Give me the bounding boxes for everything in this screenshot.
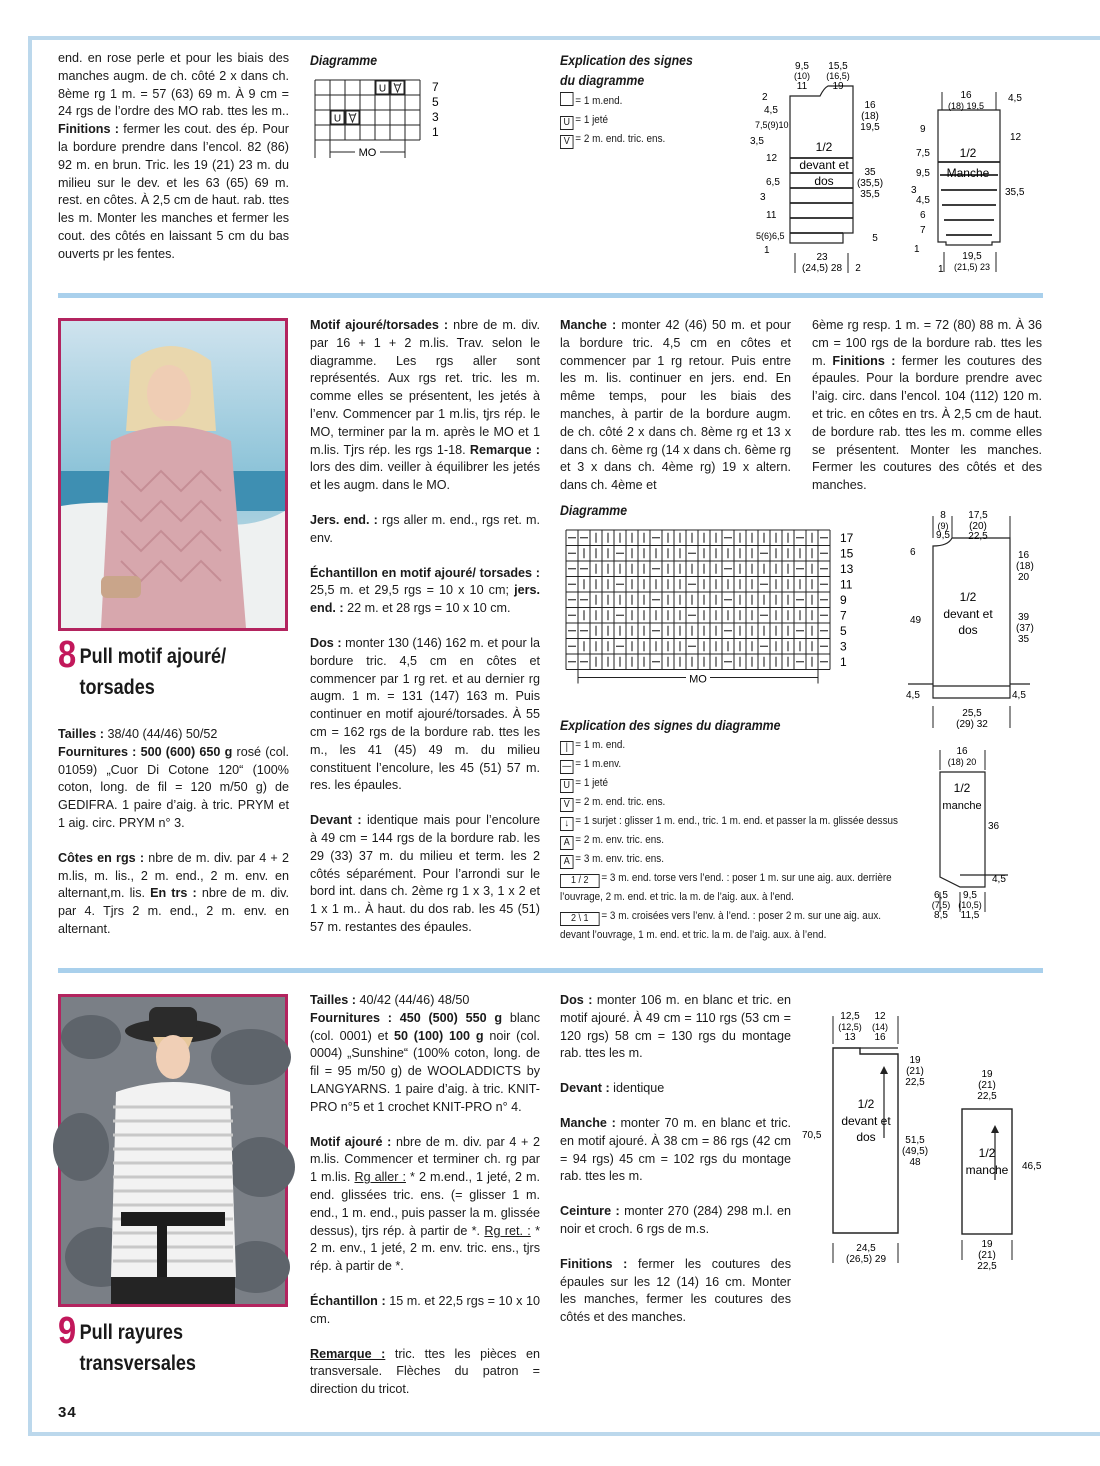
svg-text:2: 2	[855, 263, 861, 274]
chart-row-number: 3	[840, 639, 847, 654]
svg-text:devant et: devant et	[841, 1114, 891, 1128]
svg-text:4,5: 4,5	[906, 690, 920, 701]
svg-text:devant et: devant et	[799, 158, 849, 172]
svg-text:8: 8	[940, 510, 946, 521]
svg-text:16: 16	[956, 746, 968, 757]
page-frame-left	[28, 36, 32, 1436]
chart-row-number: 7	[840, 608, 847, 623]
product-photo-pink-sweater	[58, 318, 288, 631]
svg-text:(10): (10)	[793, 71, 811, 81]
knit-direction-arrow-icon	[991, 1125, 999, 1133]
svg-text:11: 11	[796, 81, 808, 92]
svg-text:48: 48	[909, 1157, 921, 1168]
svg-text:2: 2	[762, 92, 768, 103]
svg-text:16: 16	[960, 90, 972, 101]
knit-direction-arrow-icon	[880, 1066, 888, 1074]
section-divider	[58, 293, 1043, 298]
svg-text:46,5: 46,5	[1022, 1161, 1042, 1172]
section2-diagram-title: Diagramme	[560, 502, 628, 518]
svg-text:(49,5): (49,5)	[901, 1146, 929, 1157]
svg-text:19: 19	[832, 81, 844, 92]
legend-row: — = 1 m.env.	[560, 755, 902, 774]
svg-text:22,5: 22,5	[977, 1261, 997, 1272]
svg-text:20: 20	[1018, 572, 1030, 583]
svg-text:15,5: 15,5	[828, 61, 848, 72]
svg-text:11: 11	[766, 210, 777, 221]
svg-text:(26,5) 29: (26,5) 29	[845, 1254, 887, 1265]
svg-text:1: 1	[764, 245, 770, 256]
svg-text:19: 19	[981, 1069, 993, 1080]
legend-row: ↓ = 1 surjet : glisser 1 m. end., tric. 1 m. end. et passer la m. glissée dessus	[560, 812, 902, 831]
svg-text:9,5: 9,5	[795, 61, 809, 72]
photo-illustration	[61, 997, 285, 1304]
svg-text:22,5: 22,5	[977, 1091, 997, 1102]
svg-text:(21): (21)	[978, 1250, 996, 1261]
section3-sleeve-schematic	[950, 1065, 1045, 1275]
pattern-number: 9	[58, 1310, 77, 1352]
page-frame-bottom	[28, 1432, 1100, 1436]
svg-text:23: 23	[816, 252, 828, 263]
svg-text:devant et: devant et	[943, 607, 993, 621]
section2-col3: Manche : monter 42 (46) 50 m. et pour la bordure tric. 4,5 cm en côtes et commencer par 1 rg retour. Puis entre les m. lis. continuer en jers. end. En même temps, pour les biais des manches, à partir de la bordure augm. de ch. côté 2 x dans ch. 8ème rg et 13 x dans ch. 6ème rg (14 x dans ch. 6ème rg et 3 x dans ch. 4ème rg) 19 x altern. dans ch. 4ème et	[560, 318, 791, 493]
svg-text:4,5: 4,5	[764, 105, 778, 116]
svg-text:35,5: 35,5	[1005, 187, 1025, 198]
legend-row: V = 2 m. end. tric. ens.	[560, 130, 665, 149]
svg-text:70,5: 70,5	[802, 1130, 822, 1141]
product-photo-striped-sweater	[58, 994, 288, 1307]
legend-row: = 1 m.end.	[560, 92, 665, 111]
svg-text:51,5: 51,5	[905, 1135, 925, 1146]
svg-text:9,5: 9,5	[963, 890, 977, 901]
svg-text:(18) 19,5: (18) 19,5	[947, 101, 985, 111]
svg-text:6: 6	[920, 210, 926, 221]
svg-text:7,5(9)10: 7,5(9)10	[755, 120, 789, 130]
svg-text:22,5: 22,5	[905, 1077, 925, 1088]
svg-text:12,5: 12,5	[840, 1011, 860, 1022]
svg-text:4,5: 4,5	[1008, 93, 1022, 104]
section2-legend	[560, 736, 902, 944]
svg-text:24,5: 24,5	[856, 1243, 876, 1254]
chart-row-number: 5	[840, 624, 847, 638]
legend-row: 2 \ 1 = 3 m. croisées vers l’env. à l’end. : poser 2 m. sur une aig. aux. devant l’ouvrage, 1 m. end. et tric. la m. de l’aig. aux. à l’end.	[560, 909, 882, 941]
chart-row-number: 5	[432, 95, 439, 109]
svg-text:(21,5) 23: (21,5) 23	[953, 262, 991, 272]
svg-text:19,5: 19,5	[962, 251, 982, 262]
section2-legend-title: Explication des signes du diagramme	[560, 717, 781, 733]
svg-text:1/2: 1/2	[959, 590, 977, 604]
svg-text:(14): (14)	[871, 1022, 889, 1032]
svg-text:3,5: 3,5	[750, 136, 764, 147]
svg-text:9: 9	[920, 124, 926, 135]
svg-text:1: 1	[914, 244, 920, 255]
svg-text:5: 5	[872, 233, 878, 244]
svg-text:12: 12	[1010, 132, 1022, 143]
svg-text:35: 35	[1018, 634, 1030, 645]
svg-text:manche: manche	[942, 800, 982, 812]
chart-row-number: 1	[840, 655, 847, 669]
svg-text:12: 12	[766, 153, 778, 164]
svg-text:9,5: 9,5	[916, 168, 930, 179]
svg-text:(12,5): (12,5)	[838, 1022, 862, 1032]
section2-col2: Motif ajouré/torsades : nbre de m. div. par 16 + 1 + 2 m.lis. Trav. selon le diagramme. Les rgs aller sont représentés. Aux rgs ret. tric. les m. comme elles se présentent, les jetés à l’env. Commencer par 1 m.lis, tjrs rép. le MO, terminer par la m. après le MO et 1 m.lis. Tjrs rép. les rgs 1-18. Remarque : lors des dim. veiller à équilibrer les jetés et les augm. dans le MO. Jers. end. : rgs aller m. end., rgs ret. m. env. Échantillon en motif ajouré/ torsades : 25,5 m. et 29,5 rgs = 10 x 10 cm; jers. end. : 22 m. et 28 rgs = 10 x 10 cm. Dos : monter 130 (146) 162 m. et pour la bordure tric. 4,5 cm en côtes et commencer par 1 rg ret. et au dernier rg augm. 1 m. = 131 (147) 163 m. Puis continuer en motif ajouré/torsades. À 55 cm = 162 rgs de la bordure rab. ttes les m., les 41 (45) 49 m. du milieu constituent l’encolure, les 45 (51) 57 m. res. les épaules. Devant : identique mais pour l’encolure à 49 cm = 144 rgs de la bordure rab. les 29 (33) 37 m. du milieu et term. les 2 côtés séparément. Pour l’arrondi sur le bord int. dans ch. 2ème rg 1 x 3, 1 x 2 et 1 x 1 m.. À haut. du dos rab. les 45 (51) 57 m. restantes des épaules.	[310, 318, 540, 934]
section3-front-schematic	[800, 1008, 930, 1273]
svg-text:(37): (37)	[1016, 623, 1034, 634]
section1-diagram-title: Diagramme	[310, 52, 378, 68]
svg-text:25,5: 25,5	[962, 708, 982, 719]
svg-text:1/2: 1/2	[953, 781, 971, 795]
svg-text:dos: dos	[958, 623, 978, 637]
legend-row: A = 3 m. env. tric. ens.	[560, 850, 902, 869]
svg-text:3: 3	[911, 185, 917, 196]
chart-row-number: 7	[432, 80, 439, 94]
svg-text:8,5: 8,5	[934, 910, 948, 921]
svg-text:manche: manche	[965, 1163, 1009, 1177]
section3-col1: Tailles : 40/42 (44/46) 48/50 Fournitures : 450 (500) 550 g blanc (col. 0001) et 50 (100) 100 g noir (col. 0004) „Sunshine“ (100% coton, long. de fil = 95 m/50 g) de WOOLADDICTS by LANGYARNS. 1 paire d’aig. à tric. KNIT-PRO n°5 et 1 crochet KNIT-PRO n° 4. Motif ajouré : nbre de m. div. par 4 + 2 m.lis. Commencer et terminer ch. rg par 1 m.lis. Rg aller : * 2 m.end., 1 jeté, 2 m. end. glissées tric. ens. (= glisser 1 m. end., 1 m. end., puis passer la m. glissée dessus), tjrs rép. à partir de *. Rg ret. : * 2 m. env., 1 jeté, 2 m. env. tric. ens., tjrs rép. à partir de *. Échantillon : 15 m. et 22,5 rgs = 10 x 10 cm. Remarque : tric. ttes les pièces en transversale. Flèches du patron = direction du tricot.	[310, 993, 540, 1397]
svg-text:1/2: 1/2	[857, 1097, 875, 1111]
svg-text:dos: dos	[814, 174, 834, 188]
svg-text:(18): (18)	[1016, 561, 1034, 572]
section2-sleeve-schematic	[930, 742, 1040, 927]
svg-text:13: 13	[844, 1032, 856, 1043]
svg-text:(7,5): (7,5)	[931, 900, 951, 910]
pattern-number: 8	[58, 634, 77, 676]
chart-cell-u: U	[333, 113, 342, 125]
svg-text:dos: dos	[856, 1130, 876, 1144]
svg-text:39: 39	[1018, 612, 1030, 623]
legend-row: 1 / 2 = 3 m. end. torse vers l’end. : poser 1 m. sur une aig. aux. derrière l’ouvrage, 2 m. end. et tric. la m. de l’aig. aux. à l’end.	[560, 872, 892, 903]
svg-text:(18) 20: (18) 20	[947, 757, 977, 767]
svg-text:7,5: 7,5	[916, 148, 930, 159]
chart-row-number: 17	[840, 531, 854, 545]
svg-text:Manche: Manche	[946, 166, 990, 180]
svg-text:19,5: 19,5	[860, 122, 880, 133]
legend-row: U = 1 jeté	[560, 774, 902, 793]
section-divider	[58, 968, 1043, 973]
photo-illustration	[61, 321, 285, 628]
section2-col4: 6ème rg resp. 1 m. = 72 (80) 88 m. À 36 cm = 100 rgs de la bordure rab. ttes les m. Finitions : fermer les coutures des épaules. Pour la bordure prendre avec l’aig. circ. dans l’encol. 104 (112) 120 m. et tric. en côtes en trs. À 2,5 cm de haut. de bordure rab. ttes les m. comme elles se présentent. Monter les manches. Fermer les coutures des côtés et des manches.	[812, 318, 1042, 493]
svg-text:6,5: 6,5	[766, 177, 780, 188]
chart-row-number: 1	[432, 125, 439, 139]
svg-text:5(6)6,5: 5(6)6,5	[756, 231, 785, 241]
page-number: 34	[58, 1404, 77, 1421]
section1-stitch-chart	[310, 76, 450, 162]
svg-text:16: 16	[864, 100, 876, 111]
section2-front-schematic	[900, 508, 1040, 733]
svg-text:36: 36	[988, 821, 1000, 832]
chart-row-number: 15	[840, 546, 854, 561]
svg-text:1: 1	[938, 264, 944, 275]
section1-legend	[560, 92, 665, 149]
svg-text:4,5: 4,5	[992, 874, 1006, 885]
svg-text:35,5: 35,5	[860, 189, 880, 200]
svg-text:9,5: 9,5	[936, 530, 950, 541]
svg-text:(35,5): (35,5)	[856, 178, 884, 189]
legend-row: | = 1 m. end.	[560, 736, 902, 755]
pattern-title: 9 Pull rayures transversales	[58, 1310, 196, 1375]
svg-text:11,5: 11,5	[960, 910, 980, 921]
legend-row: V = 2 m. end. tric. ens.	[560, 793, 902, 812]
svg-text:(10,5): (10,5)	[958, 900, 982, 910]
svg-text:6,5: 6,5	[934, 890, 948, 901]
svg-text:(9): (9)	[937, 521, 949, 531]
chart-row-number: 11	[840, 577, 853, 592]
chart-mo-label: MO	[358, 147, 377, 159]
section2-col1: Tailles : 38/40 (44/46) 50/52 Fournitures : 500 (600) 650 g rosé (col. 01059) „Cuor Di Cotone 120“ (100% coton, long. de fil = 120 m/50 g) de GEDIFRA. 1 paire d’aig. à tric. PRYM et 1 aig. circ. PRYM n° 3. Côtes en rgs : nbre de m. div. par 4 + 2 m.lis, m. lis., 2 m. end., 2 m. env. en alternant,m. lis. En trs : nbre de m. div. par 4. Tjrs 2 m. end., 2 m. env. en alternant.	[58, 727, 290, 936]
chart-row-number: 9	[840, 593, 847, 607]
section3-col2: Dos : monter 106 m. en blanc et tric. en motif ajouré. À 49 cm = 110 rgs (53 cm = 120 rgs) 58 cm = 130 rgs du montage rab. ttes les m. Devant : identique Manche : monter 70 m. en blanc et tric. en motif ajouré. À 38 cm = 86 rgs (42 cm = 94 rgs) 45 cm = 102 rgs du montage rab. ttes les m. Ceinture : monter 270 (284) 298 m.l. en noir et croch. 6 rgs de m.s. Finitions : fermer les coutures des épaules sur les 12 (14) 16 cm. Monter les manches, fermer les coutures des côtés et des manches.	[560, 993, 791, 1325]
svg-text:7: 7	[920, 225, 926, 236]
svg-text:16: 16	[874, 1032, 886, 1043]
legend-symbol: V	[560, 135, 574, 149]
section2-stitch-chart	[560, 526, 860, 691]
svg-text:(20): (20)	[969, 521, 987, 532]
svg-text:12: 12	[874, 1011, 886, 1022]
svg-text:(21): (21)	[906, 1066, 924, 1077]
svg-text:22,5: 22,5	[968, 531, 988, 542]
svg-text:6: 6	[910, 547, 916, 558]
section1-text: end. en rose perle et pour les biais des manches augm. de ch. côté 2 x dans ch. 8ème rg 1 m. = 57 (63) 69 m. À 9 cm = 24 rgs de l’ordre des MO rab. ttes les m.. Finitions : fermer les cout. des ép. Pour la bordure prendre dans l’encol. 82 (86) 92 m. en brun. Tric. les 19 (21) 23 m. du milieu sur le dev. et les 63 (65) 69 m. rest. en côtes. À 2,5 cm de haut. rab. ttes les m. Monter les manches et fermer les cout. des côtés en laissant 5 cm du bas ouverts pr les fentes.	[58, 51, 289, 261]
legend-symbol: U	[560, 116, 574, 130]
section1-sleeve-schematic	[910, 82, 1040, 282]
legend-symbol	[560, 92, 574, 106]
svg-text:(24,5) 28: (24,5) 28	[801, 263, 843, 274]
chart-row-number: 13	[840, 562, 854, 576]
svg-text:49: 49	[910, 615, 922, 626]
svg-text:3: 3	[760, 192, 766, 203]
chart-mo-label: MO	[689, 673, 707, 686]
section1-front-schematic	[750, 58, 884, 278]
pattern-title: 8 Pull motif ajouré/ torsades	[58, 634, 227, 699]
svg-text:(16,5): (16,5)	[826, 71, 850, 81]
section1-legend-title: Explication des signes du diagramme	[560, 52, 693, 88]
svg-text:(29) 32: (29) 32	[956, 719, 988, 730]
svg-text:4,5: 4,5	[916, 195, 930, 206]
legend-row: U = 1 jeté	[560, 111, 665, 130]
svg-text:19: 19	[909, 1055, 921, 1066]
svg-text:35: 35	[864, 167, 876, 178]
svg-text:1/2: 1/2	[815, 140, 833, 154]
chart-cell-u: U	[378, 83, 387, 95]
svg-text:(18): (18)	[861, 111, 879, 122]
legend-row: A = 2 m. env. tric. ens.	[560, 831, 902, 850]
svg-text:1/2: 1/2	[978, 1146, 996, 1160]
page-frame-top	[28, 36, 1100, 40]
svg-text:4,5: 4,5	[1012, 690, 1026, 701]
svg-text:16: 16	[1018, 550, 1030, 561]
svg-text:(21): (21)	[978, 1080, 996, 1091]
svg-text:1/2: 1/2	[959, 146, 977, 160]
chart-row-number: 3	[432, 110, 439, 124]
svg-text:17,5: 17,5	[968, 510, 988, 521]
svg-text:19: 19	[981, 1239, 993, 1250]
